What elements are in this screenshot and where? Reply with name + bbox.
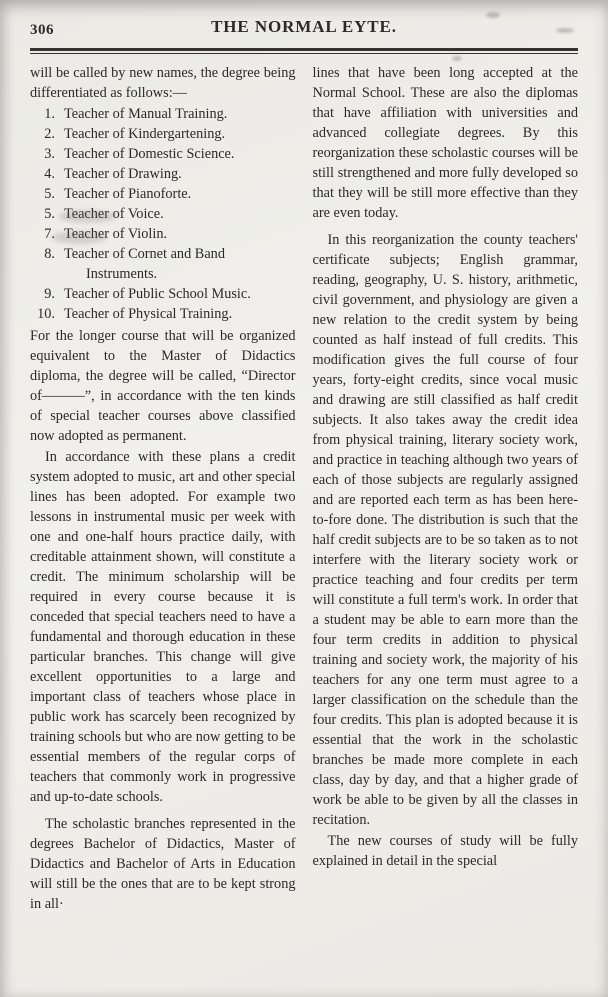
two-column-body	[30, 63, 578, 915]
left-column	[30, 63, 296, 915]
paragraph-intro: will be called by new names, the degree being differentiated as follows:—	[30, 65, 296, 101]
right-column	[313, 63, 579, 915]
paragraph-longer-course: For the longer course that will be organized equivalent to the Master of Didactics diploma, the degree will be called, “Director of———”, in accordance with the ten kinds of special teacher courses above classified now adopted as permanent.	[30, 328, 296, 444]
scan-smudge	[52, 231, 107, 244]
list-item-number: 4.	[44, 166, 55, 182]
scan-mark	[452, 56, 462, 61]
paragraph-new-courses: The new courses of study will be fully explained in detail in the special	[312, 833, 578, 869]
header-double-rule	[30, 48, 578, 54]
scan-smudge	[58, 210, 116, 223]
list-item-text: Teacher of Voice.	[64, 206, 164, 222]
list-item	[30, 164, 296, 184]
list-item-number: 5.	[44, 206, 55, 222]
list-item	[30, 284, 296, 304]
list-item	[30, 184, 296, 204]
list-item	[30, 124, 296, 144]
list-item-text: Teacher of Domestic Science.	[64, 146, 235, 162]
list-item-number: 8.	[44, 246, 55, 262]
list-item-text: Teacher of Drawing.	[64, 166, 182, 182]
page-number: 306	[30, 22, 54, 38]
list-item-text: Teacher of Kindergartening.	[64, 126, 226, 142]
list-item-text: Teacher of Public School Music.	[64, 286, 251, 302]
list-item	[30, 304, 296, 324]
paragraph-lines-accepted: lines that have been long accepted at the Normal School. These are also the diplomas that have affiliation with universities and advanced collegiate degrees. By this reorganization these scholastic courses will be still strengthened and more fully developed so that they will be still more effective than they are even today.	[312, 65, 578, 221]
page-title: THE NORMAL EYTE.	[211, 17, 397, 36]
page-header	[30, 12, 578, 44]
list-item-text: Teacher of Violin.	[64, 226, 168, 242]
list-item-text: Teacher of Manual Training.	[64, 106, 228, 122]
list-item	[30, 144, 296, 164]
list-item-text: Teacher of Pianoforte.	[64, 186, 192, 202]
list-item-number: 3.	[44, 146, 55, 162]
list-item-number: 9.	[44, 286, 55, 302]
paragraph-scholastic-branches: The scholastic branches represented in the degrees Bachelor of Didactics, Master of Didactics and Bachelor of Arts in Education will still be the ones that are to be kept strong in all·	[30, 816, 296, 912]
list-item-number: 1.	[44, 106, 55, 122]
paragraph-credit-system: In accordance with these plans a credit system adopted to music, art and other special lines has been adopted. For example two lessons in instrumental music per week with one and one-half hours practice daily, with creditable attainment shown, will constitute a credit. The minimum scholarship will be required in every course because it is conceded that special teachers need to have a fundamental and thorough education in these particular branches. This change will give excellent opportunities to a large and important class of teachers whose place in public work has scarcely been recognized by training schools but who are now getting to be essential members of the regular corps of teachers that commonly work in progressive and up-to-date schools.	[30, 449, 296, 805]
list-item-number: 10.	[37, 306, 55, 322]
paragraph-reorganization: In this reorganization the county teachers' certificate subjects; English grammar, reading, geography, U. S. history, arithmetic, civil government, and physiology are given a new relation to the credit system by being counted as half instead of full credits. This modification gives the full course of four years, forty-eight credits, since vocal music and drawing are still classified as half credit subjects. It also takes away the credit idea from physical training, literary society work, and practice in teaching although two years of each of those subjects are regularly assigned and are reported each term as has been here-to-fore done. The distribution is such that the half credit subjects are to be so taken as to not interfere with the literary society work or practice teaching and four credits per term will constitute a full term's work. In order that a student may be able to earn more than the four term credits in addition to physical training and society work, the majority of his teachers for any one term must agree to a larger classification on the schedule than the four credits. This plan is adopted because it is essential that the work in the scholastic branches be made more complete in each class, day by day, and that a higher grade of work be able to be given by all the classes in recitation.	[312, 232, 578, 828]
list-item-text: Teacher of Physical Training.	[64, 306, 233, 322]
list-item	[30, 104, 296, 124]
list-item	[30, 244, 296, 284]
list-item-number: 2.	[44, 126, 55, 142]
list-item-number: 7.	[44, 226, 55, 242]
list-item-number: 5.	[44, 186, 55, 202]
list-item-text: Teacher of Cornet and Band Instruments.	[64, 246, 225, 282]
